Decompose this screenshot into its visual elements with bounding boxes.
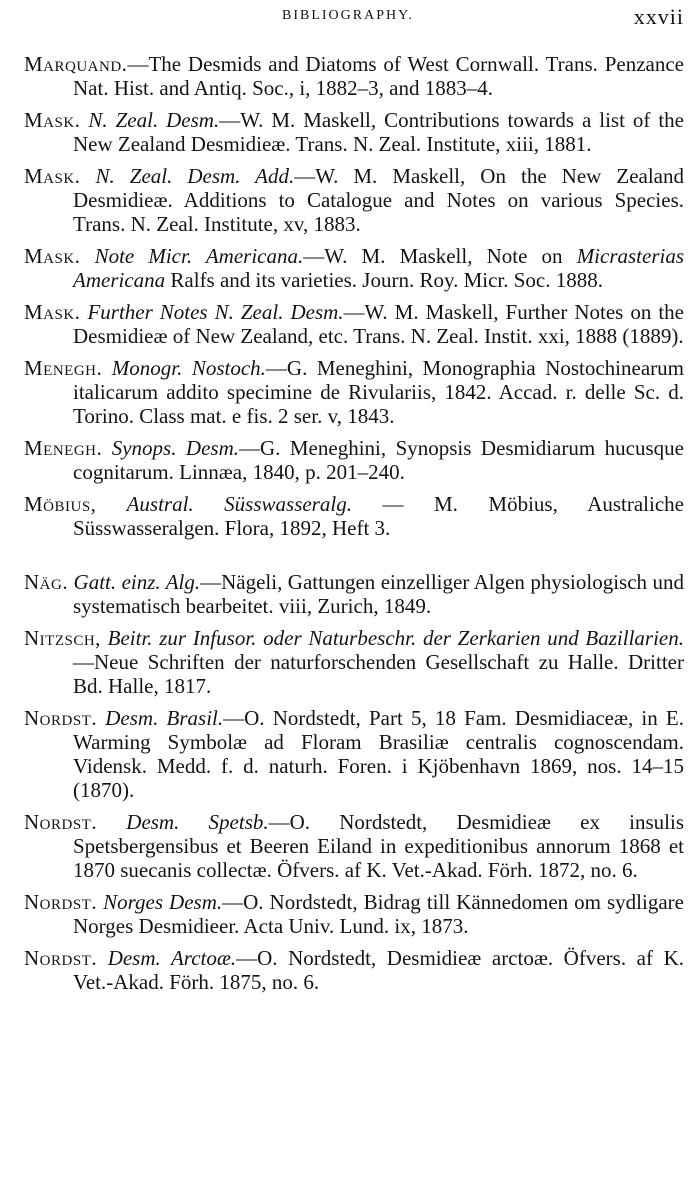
- bibliography-entry: [24, 626, 684, 698]
- bibliography-entry: [24, 492, 684, 540]
- entry-taxon-name: Micrasterias Americana: [73, 244, 685, 292]
- entry-text: Neue Schriften der naturforschenden Gesellschaft zu Halle. Dritter Bd. Halle, 1817.: [73, 650, 684, 698]
- bibliography-entry: [24, 890, 684, 938]
- bibliography-entry: [24, 108, 684, 156]
- entry-short-title: Note Micr. Americana.: [80, 244, 304, 268]
- entry-separator: —: [219, 108, 241, 132]
- running-head: [0, 4, 698, 32]
- entry-text: W. M. Maskell, Contributions towards a list of the New Zealand Desmidieæ. Trans. N. Zeal. Institute, xiii, 1881.: [73, 108, 684, 156]
- entry-separator: —: [265, 356, 287, 380]
- entry-short-title: Desm. Arctoæ.: [97, 946, 237, 970]
- entry-separator: —: [127, 52, 149, 76]
- entry-abbreviation: Menegh.: [24, 356, 103, 380]
- entry-short-title: Desm. Spetsb.: [97, 810, 269, 834]
- bibliography-entry: [24, 164, 684, 236]
- bibliography-entry: [24, 52, 684, 100]
- bibliography-entry: [24, 356, 684, 428]
- entry-text: The Desmids and Diatoms of West Cornwall. Trans. Penzance Nat. Hist. and Antiq. Soc., i, 1882–3, and 1883–4.: [73, 52, 684, 100]
- entry-abbreviation: Mask.: [24, 244, 81, 268]
- bibliography-entry: [24, 706, 684, 802]
- entry-abbreviation: Näg.: [24, 570, 69, 594]
- bibliography-entry: [24, 244, 684, 292]
- entry-separator: —: [222, 890, 244, 914]
- entry-short-title: Synops. Desm.: [102, 436, 239, 460]
- entry-separator: —: [294, 164, 316, 188]
- entry-text: O. Nordstedt, Part 5, 18 Fam. Desmidiaceæ, in E. Warming Symbolæ ad Floram Brasiliæ centralis cognoscendam. Vidensk. Medd. f. d. naturh. Foren. i Kjöbenhavn 1869, nos. 14–15 (1870).: [73, 706, 684, 802]
- entry-abbreviation: Nordst.: [24, 706, 98, 730]
- entry-text: Nägeli, Gattungen einzelliger Algen physiologisch und systematisch bearbeitet. viii, Zurich, 1849.: [73, 570, 684, 618]
- entry-abbreviation: Marquand.: [24, 52, 128, 76]
- entry-separator: —: [303, 244, 325, 268]
- bibliography-entry: [24, 570, 684, 618]
- entry-short-title: Monogr. Nostoch.: [102, 356, 266, 380]
- entry-short-title: Further Notes N. Zeal. Desm.: [80, 300, 344, 324]
- entry-short-title: N. Zeal. Desm.: [80, 108, 220, 132]
- entry-abbreviation: Nordst.: [24, 946, 98, 970]
- bibliography-list: [24, 52, 684, 1002]
- bibliography-entry: [24, 946, 684, 994]
- entry-separator: —: [239, 436, 260, 460]
- entry-abbreviation: Mask.: [24, 164, 81, 188]
- entry-text: W. M. Maskell, Further Notes on the Desmidieæ of New Zealand, etc. Trans. N. Zeal. Instit. xxi, 1888 (1889).: [73, 300, 684, 348]
- running-title: BIBLIOGRAPHY.: [282, 8, 414, 23]
- entry-text: G. Meneghini, Synopsis Desmidiarum hucusque cognitarum. Linnæa, 1840, p. 201–240.: [73, 436, 684, 484]
- entry-text: W. M. Maskell, On the New Zealand Desmidieæ. Additions to Catalogue and Notes on various Species. Trans. N. Zeal. Institute, xv, 1883.: [73, 164, 684, 236]
- entry-text: M. Möbius, Australiche Süsswasseralgen. Flora, 1892, Heft 3.: [73, 492, 684, 540]
- entry-text: O. Nordstedt, Desmidieæ ex insulis Spetsbergensibus et Beeren Eiland in expeditionibus annorum 1868 et 1870 suecanis collectæ. Öfvers. af K. Vet.-Akad. Förh. 1872, no. 6.: [73, 810, 684, 882]
- entry-separator: —: [343, 300, 365, 324]
- entry-text: Ralfs and its varieties. Journ. Roy. Micr. Soc. 1888.: [165, 268, 603, 292]
- entry-text: G. Meneghini, Monographia Nostochinearum italicarum addito specimine de Rivulariis, 1842. Accad. r. delle Sc. d. Torino. Class mat. e fis. 2 ser. v, 1843.: [73, 356, 684, 428]
- entry-separator: —: [351, 492, 434, 516]
- entry-short-title: N. Zeal. Desm. Add.: [80, 164, 295, 188]
- entry-short-title: Beitr. zur Infusor. oder Naturbeschr. der Zerkarien und Bazillarien.: [100, 626, 684, 650]
- entry-short-title: Norges Desm.: [97, 890, 223, 914]
- entry-separator: —: [73, 650, 94, 674]
- entry-short-title: Desm. Brasil.: [97, 706, 224, 730]
- entry-abbreviation: Möbius,: [24, 492, 97, 516]
- entry-abbreviation: Menegh.: [24, 436, 103, 460]
- entry-separator: —: [236, 946, 258, 970]
- entry-abbreviation: Mask.: [24, 300, 81, 324]
- page-number: xxvii: [633, 4, 684, 29]
- entry-text: O. Nordstedt, Bidrag till Kännedomen om sydligare Norges Desmidieer. Acta Univ. Lund. ix, 1873.: [73, 890, 684, 938]
- entry-abbreviation: Mask.: [24, 108, 81, 132]
- entry-separator: —: [223, 706, 245, 730]
- entry-abbreviation: Nitzsch,: [24, 626, 101, 650]
- bibliography-entry: [24, 810, 684, 882]
- entry-short-title: Austral. Süsswasseralg.: [96, 492, 352, 516]
- entry-separator: —: [268, 810, 290, 834]
- entry-abbreviation: Nordst.: [24, 890, 98, 914]
- bibliography-entry: [24, 300, 684, 348]
- entry-short-title: Gatt. einz. Alg.: [68, 570, 201, 594]
- entry-abbreviation: Nordst.: [24, 810, 98, 834]
- bibliography-entry: [24, 436, 684, 484]
- entry-text-pre: W. M. Maskell, Note on: [324, 244, 577, 268]
- entry-separator: —: [200, 570, 222, 594]
- entry-text: O. Nordstedt, Desmidieæ arctoæ. Öfvers. af K. Vet.-Akad. Förh. 1875, no. 6.: [73, 946, 684, 994]
